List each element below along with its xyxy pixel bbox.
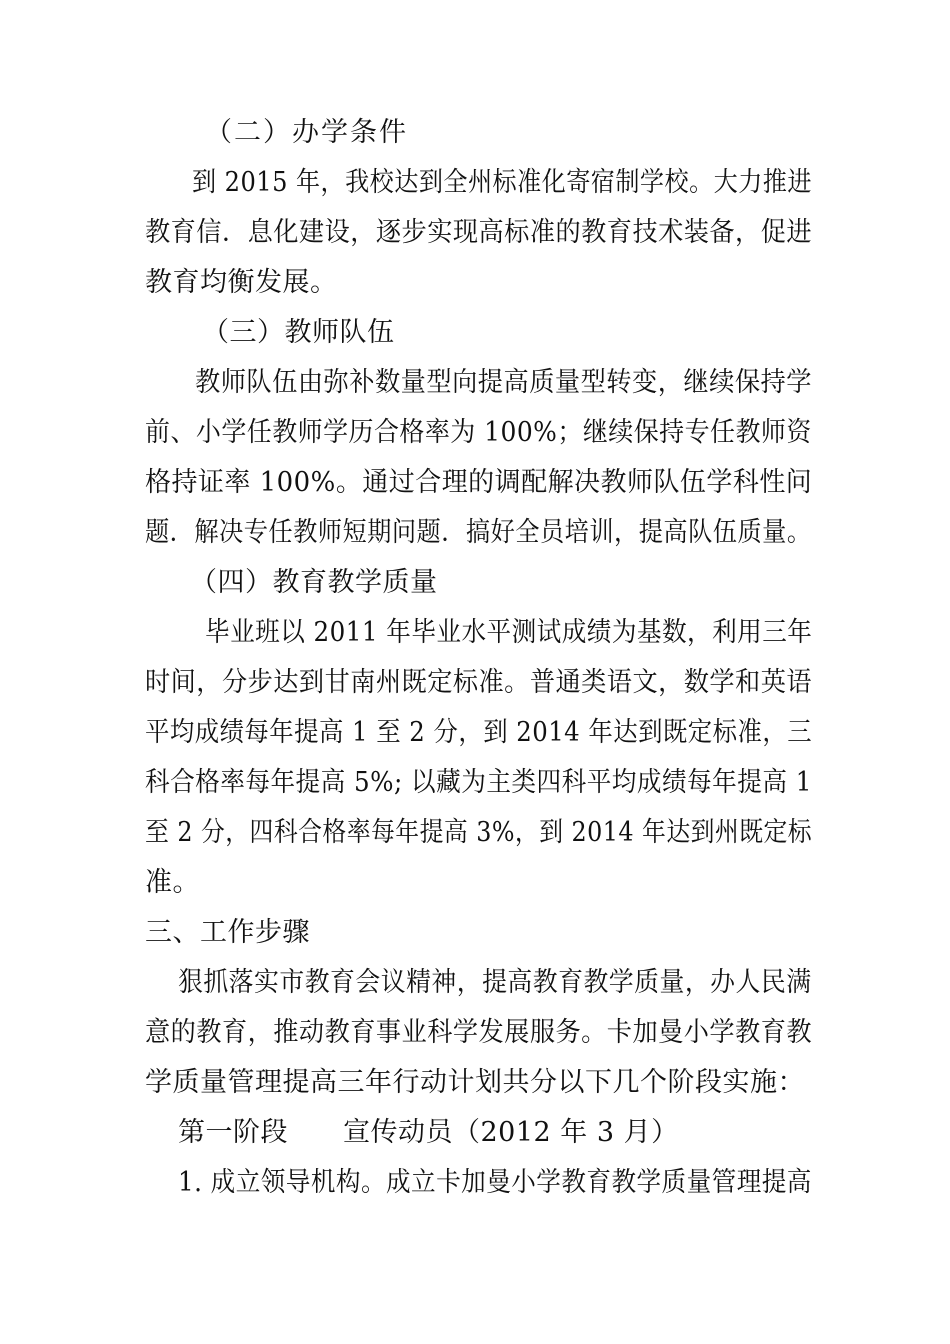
paragraph-line: 狠抓落实市教育会议精神，提高教育教学质量，办人民满 [178, 967, 812, 998]
paragraph-line: 教育信．息化建设，逐步实现高标准的教育技术装备，促进 [145, 217, 813, 248]
paragraph-line: 毕业班以 2011 年毕业水平测试成绩为基数，利用三年 [205, 617, 813, 648]
section-heading-steps: 三、工作步骤 [145, 917, 310, 948]
section-heading-conditions: （二）办学条件 [205, 117, 408, 148]
phase-one-heading: 第一阶段 宣传动员（2012 年 3 月） [178, 1117, 679, 1148]
paragraph-line: 教育均衡发展。 [145, 267, 338, 298]
paragraph-line: 科合格率每年提高 5%; 以藏为主类四科平均成绩每年提高 1 [145, 767, 812, 798]
section-heading-quality: （四）教育教学质量 [190, 567, 438, 598]
paragraph-line: 平均成绩每年提高 1 至 2 分，到 2014 年达到既定标准，三 [145, 717, 813, 748]
paragraph-line: 至 2 分，四科合格率每年提高 3%，到 2014 年达到州既定标 [145, 817, 813, 848]
paragraph-line: 题．解决专任教师短期问题．搞好全员培训，提高队伍质量。 [145, 517, 812, 548]
paragraph-line: 准。 [145, 867, 200, 898]
paragraph-line: 时间，分步达到甘南州既定标准。普通类语文，数学和英语 [145, 667, 813, 698]
list-item: 1. 成立领导机构。成立卡加曼小学教育教学质量管理提高 [178, 1167, 812, 1198]
paragraph-line: 学质量管理提高三年行动计划共分以下几个阶段实施： [145, 1067, 805, 1098]
paragraph-line: 到 2015 年，我校达到全州标准化寄宿制学校。大力推进 [192, 167, 812, 198]
paragraph-line: 教师队伍由弥补数量型向提高质量型转变，继续保持学 [195, 367, 812, 398]
paragraph-line: 格持证率 100%。通过合理的调配解决教师队伍学科性问 [145, 467, 813, 498]
section-heading-teachers: （三）教师队伍 [202, 317, 395, 348]
paragraph-line: 意的教育，推动教育事业科学发展服务。卡加曼小学教育教 [145, 1017, 813, 1048]
paragraph-line: 前、小学任教师学历合格率为 100%；继续保持专任教师资 [145, 417, 812, 448]
